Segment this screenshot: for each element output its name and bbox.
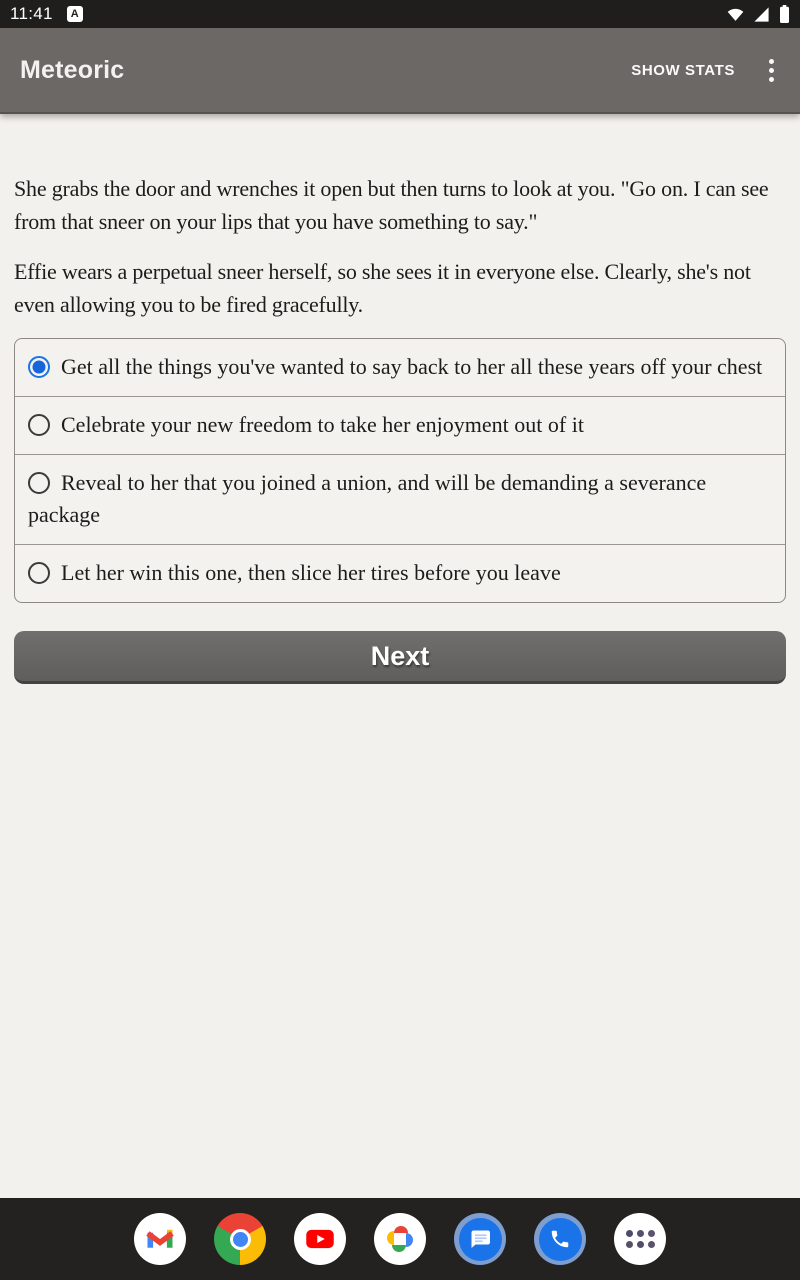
chrome-icon[interactable] (214, 1213, 266, 1265)
next-button[interactable]: Next (14, 631, 786, 684)
choice-label: Get all the things you've wanted to say back to her all these years off your chest (61, 354, 763, 379)
app-drawer-dots (626, 1230, 655, 1248)
cell-signal-icon (753, 6, 770, 23)
radio-unselected-icon[interactable] (28, 472, 50, 494)
story-paragraph: Effie wears a perpetual sneer herself, so she sees it in everyone else. Clearly, she's not even allowing you to be fired gracefully. (14, 259, 751, 317)
messages-icon[interactable] (454, 1213, 506, 1265)
choice-option-4[interactable] (15, 544, 785, 602)
choice-option-3[interactable] (15, 454, 785, 544)
story-content (0, 114, 800, 1198)
choice-option-1[interactable] (15, 339, 785, 396)
show-stats-button[interactable]: SHOW STATS (631, 61, 735, 79)
battery-icon (779, 5, 790, 23)
app-bar (0, 28, 800, 114)
status-bar (0, 0, 800, 28)
choice-option-2[interactable] (15, 396, 785, 454)
app-notification-icon: A (67, 6, 83, 22)
clock: 11:41 (10, 4, 53, 23)
choice-label: Reveal to her that you joined a union, and will be demanding a severance package (28, 470, 707, 527)
page-title: Meteoric (20, 55, 125, 84)
google-photos-icon[interactable] (374, 1213, 426, 1265)
wifi-icon (727, 6, 744, 23)
phone-icon[interactable] (534, 1213, 586, 1265)
choice-group (14, 338, 786, 603)
photos-pinwheel (385, 1224, 415, 1254)
chrome-center-dot (230, 1229, 251, 1250)
radio-unselected-icon[interactable] (28, 414, 50, 436)
radio-unselected-icon[interactable] (28, 562, 50, 584)
gmail-icon[interactable] (134, 1213, 186, 1265)
choice-label: Celebrate your new freedom to take her enjoyment out of it (61, 412, 584, 437)
app-drawer-icon[interactable] (614, 1213, 666, 1265)
story-paragraph: She grabs the door and wrenches it open but then turns to look at you. "Go on. I can see from that sneer on your lips that you have something to say." (14, 176, 769, 234)
youtube-icon[interactable] (294, 1213, 346, 1265)
story-text (14, 172, 786, 321)
three-dot-menu-icon[interactable] (761, 53, 782, 88)
dock (0, 1198, 800, 1280)
choice-label: Let her win this one, then slice her tires before you leave (61, 560, 561, 585)
radio-selected-icon[interactable] (28, 356, 50, 378)
